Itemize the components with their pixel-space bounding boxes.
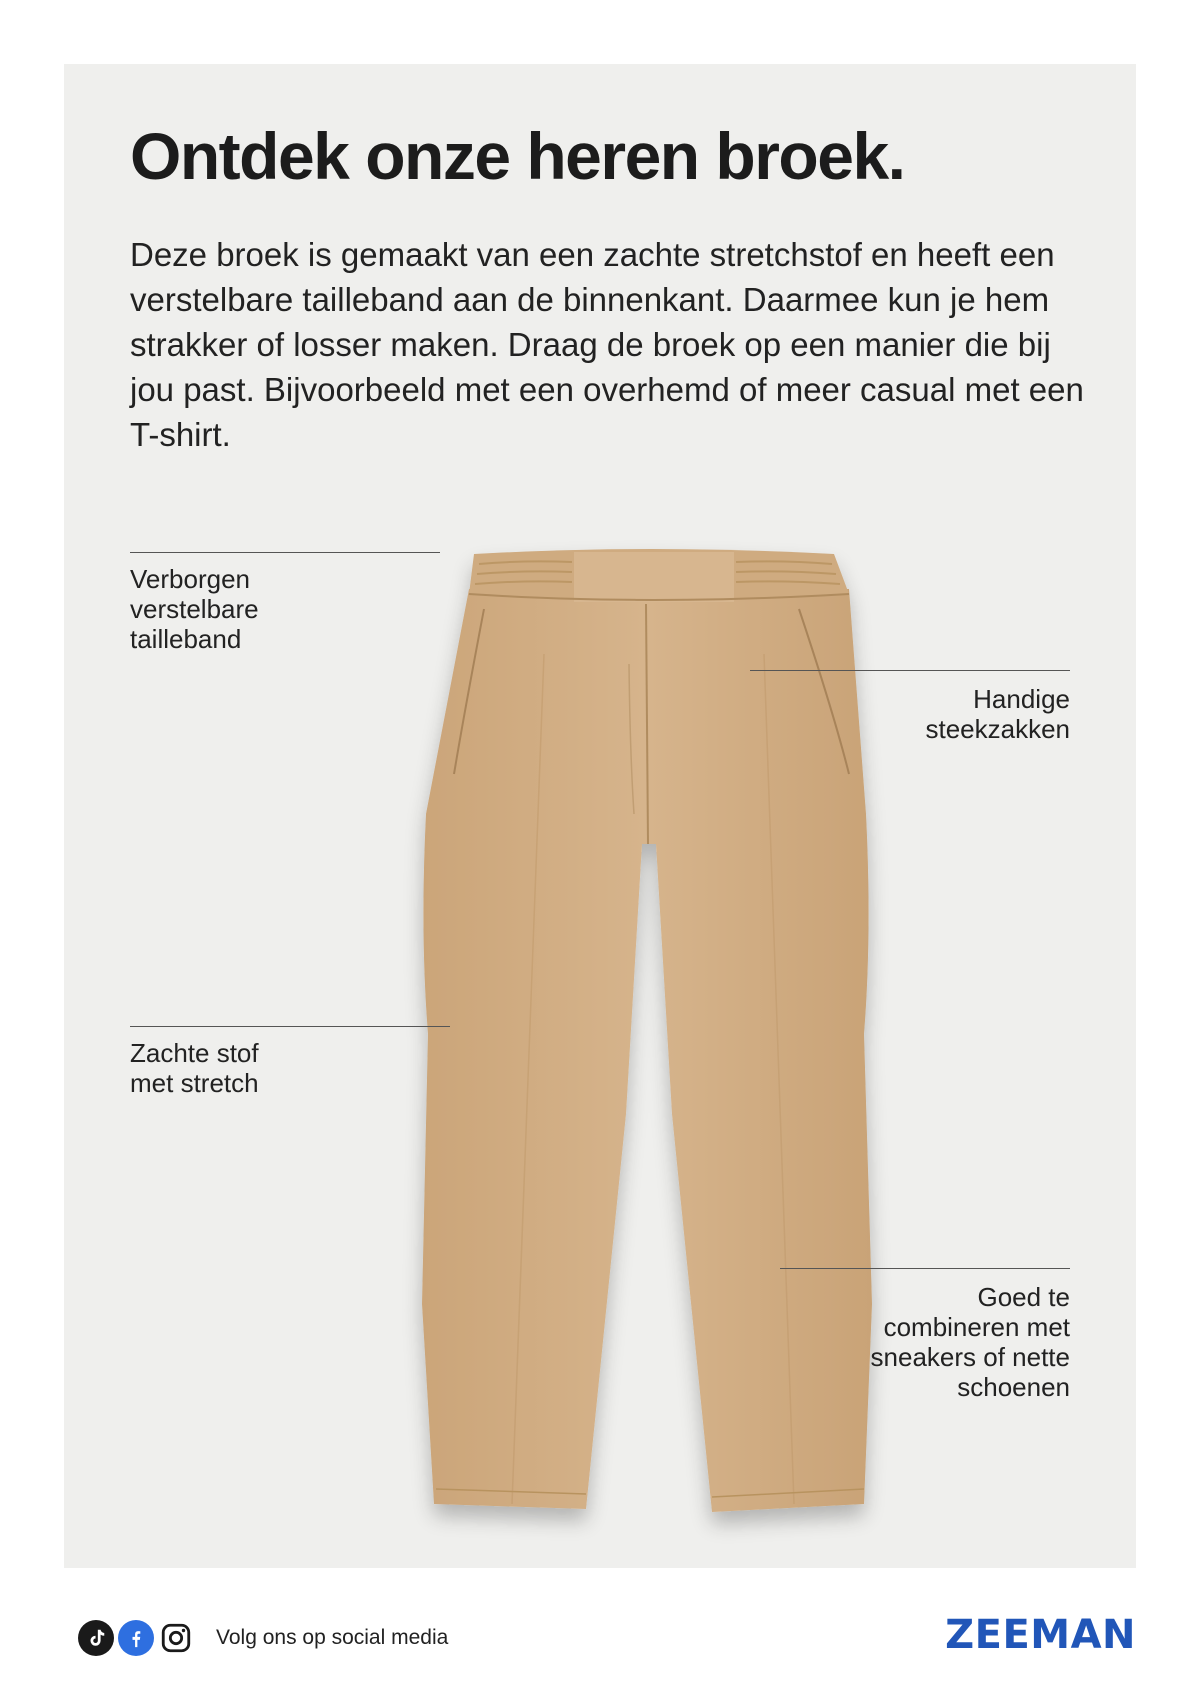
instagram-icon[interactable] (158, 1620, 194, 1656)
callout-text: Goed te (977, 1282, 1070, 1312)
callout-line (130, 552, 440, 553)
callout-text: sneakers of nette (870, 1342, 1070, 1372)
social-icons (78, 1620, 194, 1656)
callout-shoes (780, 1282, 1070, 1402)
tiktok-icon[interactable] (78, 1620, 114, 1656)
callout-text: Handige (973, 684, 1070, 714)
callout-text: met stretch (130, 1068, 259, 1098)
callout-pockets (750, 684, 1070, 744)
callout-waistband (130, 564, 460, 654)
footer (78, 1618, 448, 1658)
callout-line (750, 670, 1070, 671)
callout-text: Zachte stof (130, 1038, 259, 1068)
callout-text: verstelbare (130, 594, 259, 624)
callout-text: steekzakken (925, 714, 1070, 744)
brand-logo[interactable]: ZEEMAN (945, 1612, 1136, 1658)
page-title: Ontdek onze heren broek. (130, 119, 905, 193)
content-panel (64, 64, 1136, 1568)
callout-text: schoenen (957, 1372, 1070, 1402)
intro-text: Deze broek is gemaakt van een zachte stretchstof en heeft een verstelbare tailleband aan de binnenkant. Daarmee kun je hem strakker of losser maken. Draag de broek op een manier die bij jou past. Bijvoorbeeld met een overhemd of meer casual met een T-shirt. (130, 236, 1084, 453)
facebook-icon[interactable] (118, 1620, 154, 1656)
callout-line (130, 1026, 450, 1027)
callout-fabric (130, 1038, 460, 1098)
callout-line (780, 1268, 1070, 1269)
callout-text: Verborgen (130, 564, 250, 594)
callout-text: combineren met (883, 1312, 1070, 1342)
follow-text: Volg ons op social media (216, 1626, 449, 1649)
callout-text: tailleband (130, 624, 242, 654)
